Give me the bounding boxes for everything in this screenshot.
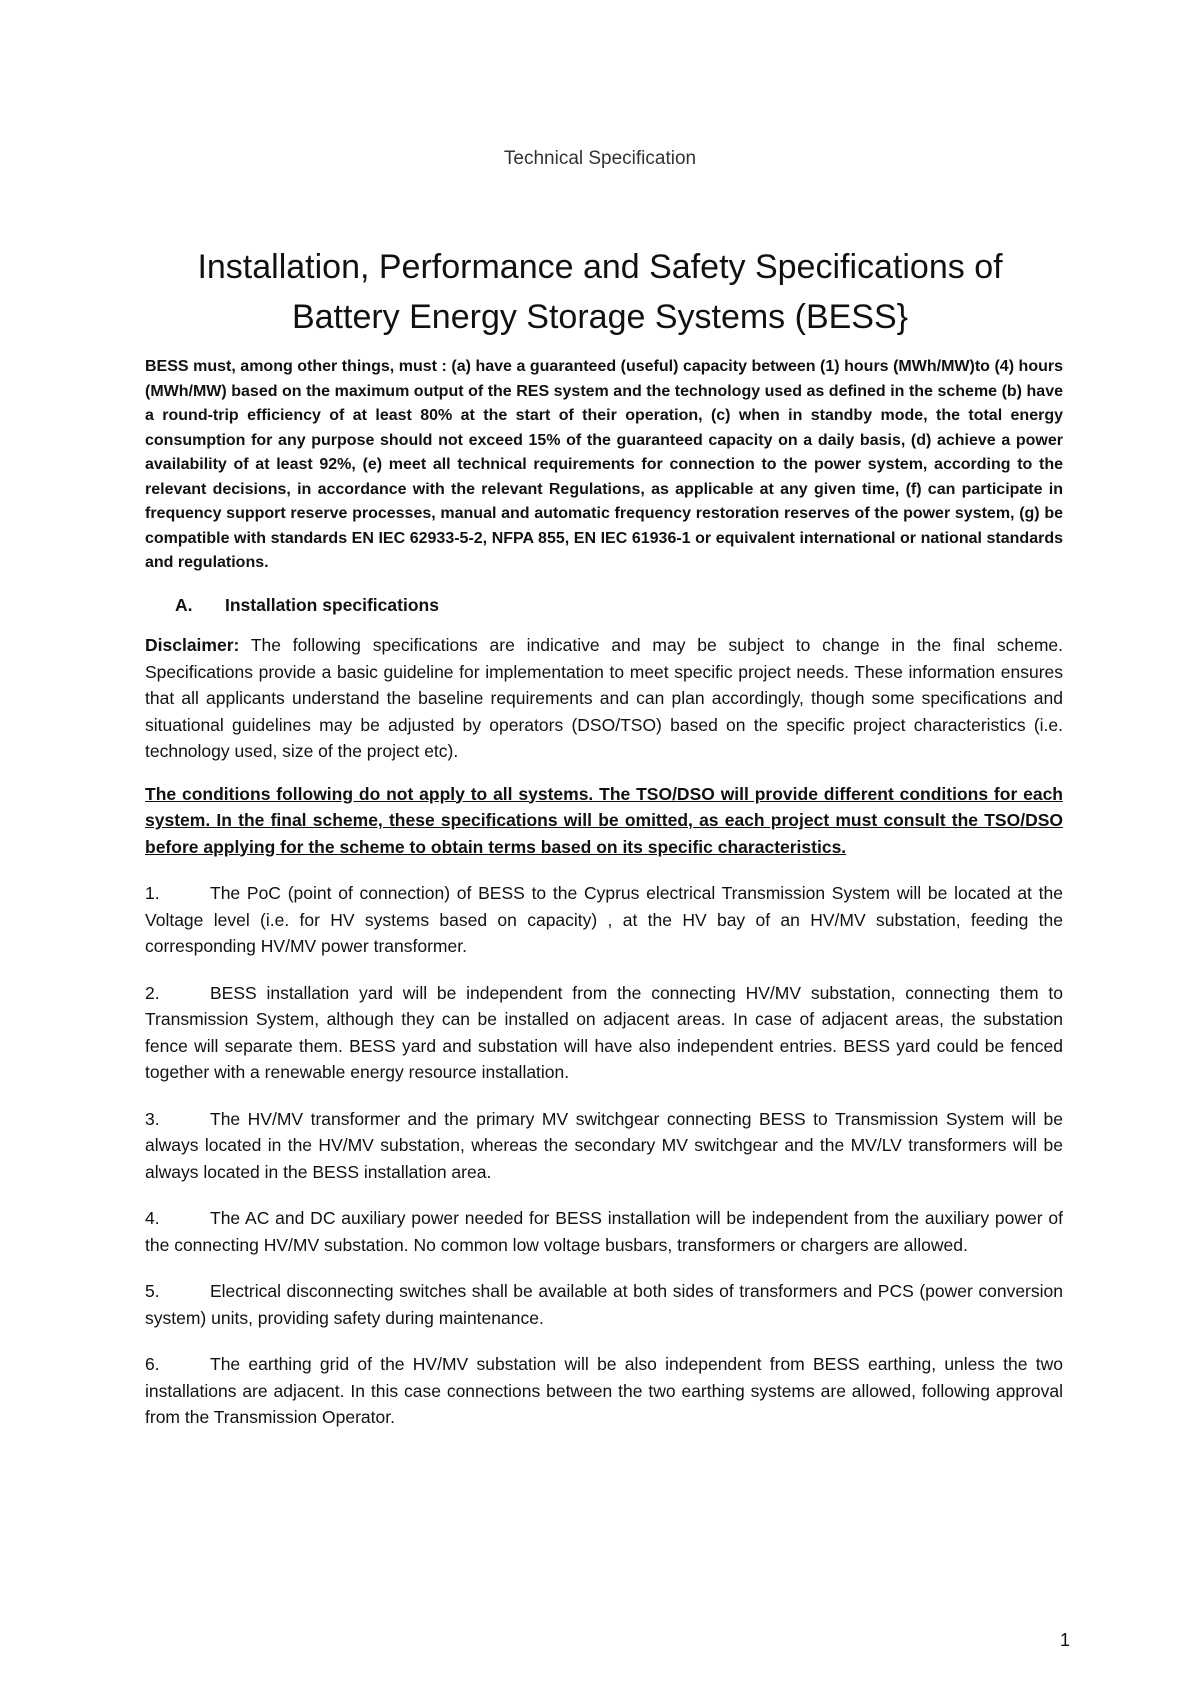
disclaimer-label: Disclaimer: bbox=[145, 635, 240, 655]
list-item bbox=[145, 1205, 1063, 1258]
item-text: The AC and DC auxiliary power needed for BESS installation will be independent from the auxiliary power of the connecting HV/MV substation. No common low voltage busbars, transformers or chargers are allowed. bbox=[145, 1208, 1063, 1255]
item-number: 3. bbox=[145, 1108, 160, 1129]
document-title-line-2: Battery Energy Storage Systems (BESS} bbox=[291, 298, 909, 336]
section-number: A. bbox=[175, 594, 193, 615]
item-number: 4. bbox=[145, 1208, 160, 1228]
list-item bbox=[145, 1278, 1063, 1331]
section-title: Installation specifications bbox=[225, 594, 439, 615]
disclaimer-paragraph bbox=[145, 632, 1063, 765]
intro-paragraph: BESS must, among other things, must : (a) have a guaranteed (useful) capacity between (1) hours (MWh/MW)to (4) hours (MWh/MW) based on the maximum output of the RES system and the technology used as defined in the scheme (b) have a round-trip efficiency of at least 80% at the start of their operation, (c) when in standby mode, the total energy consumption for any purpose should not exceed 15% of the guaranteed capacity on a daily basis, (d) achieve a power availability of at least 92%, (e) meet all technical requirements for connection to the power system, according to the relevant decisions, in accordance with the relevant Regulations, as applicable at any given time, (f) can participate in frequency support reserve processes, manual and automatic frequency restoration reserves of the power system, (g) be compatible with standards EN IEC 62933-5-2, NFPA 855, EN IEC 61936-1 or equivalent international or national standards and regulations. bbox=[145, 358, 1063, 571]
disclaimer-text: The following specifications are indicative and may be subject to change in the final scheme. Specifications provide a basic guideline for implementation to meet specific project needs. These information ensures that all applicants understand the baseline requirements and can plan accordingly, though some specifications and situational guidelines may be adjusted by operators (DSO/TSO) based on the specific project characteristics (i.e. technology used, size of the project etc). bbox=[145, 635, 1063, 761]
notice-paragraph: The conditions following do not apply to all systems. The TSO/DSO will provide different conditions for each system. In the final scheme, these specifications will be omitted, as each project must consult the TSO/DSO before applying for the scheme to obtain terms based on its specific characteristics. bbox=[145, 783, 1063, 857]
item-number: 1. bbox=[145, 883, 160, 903]
list-item bbox=[145, 1106, 1063, 1186]
page-number: 1 bbox=[1059, 1630, 1070, 1650]
item-text: The PoC (point of connection) of BESS to the Cyprus electrical Transmission System will be located at the Voltage level (i.e. for HV systems based on capacity) , at the HV bay of an HV/MV substation, feeding the corresponding HV/MV power transformer. bbox=[145, 883, 1063, 956]
document-title-line-1: Installation, Performance and Safety Specifications of bbox=[197, 248, 1003, 286]
item-number: 2. bbox=[145, 982, 160, 1003]
item-number: 5. bbox=[145, 1281, 160, 1301]
item-text: BESS installation yard will be independent from the connecting HV/MV substation, connecting them to Transmission System, although they can be installed on adjacent areas. In case of adjacent areas, the substation fence will separate them. BESS yard and substation will have also independent entries. BESS yard could be fenced together with a renewable energy resource installation. bbox=[145, 982, 1063, 1082]
document-title bbox=[100, 242, 1100, 342]
item-text: The HV/MV transformer and the primary MV switchgear connecting BESS to Transmission System will be always located in the HV/MV substation, whereas the secondary MV switchgear and the MV/LV transformers will be always located in the BESS installation area. bbox=[145, 1108, 1063, 1182]
header-title: Technical Specification bbox=[503, 148, 697, 169]
list-item bbox=[145, 1351, 1063, 1431]
document-body bbox=[145, 355, 1063, 1431]
list-item bbox=[145, 980, 1063, 1086]
item-text: The earthing grid of the HV/MV substation will be also independent from BESS earthing, unless the two installations are adjacent. In this case connections between the two earthing systems are allowed, following approval from the Transmission Operator. bbox=[145, 1354, 1063, 1427]
item-number: 6. bbox=[145, 1354, 160, 1374]
item-text: Electrical disconnecting switches shall be available at both sides of transformers and PCS (power conversion system) units, providing safety during maintenance. bbox=[145, 1281, 1063, 1328]
list-item bbox=[145, 880, 1063, 960]
section-heading bbox=[145, 592, 1063, 619]
